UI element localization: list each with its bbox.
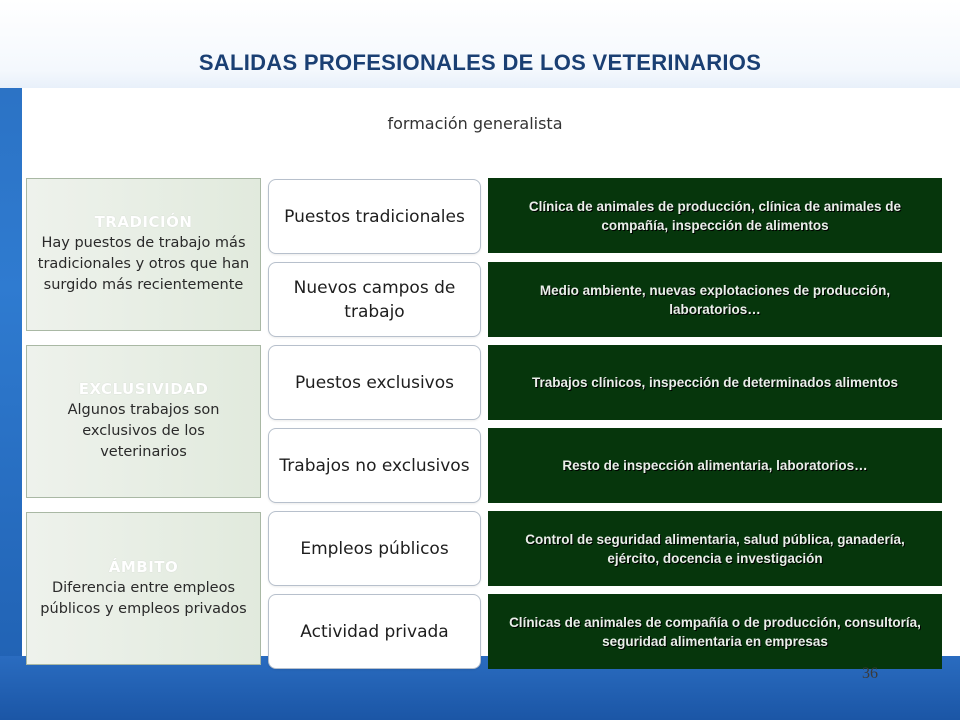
job-detail-nuevos-campos: Medio ambiente, nuevas explotaciones de producción, laboratorios…	[488, 262, 942, 337]
category-text: Algunos trabajos son exclusivos de los veterinarios	[67, 402, 220, 460]
slide-title: SALIDAS PROFESIONALES DE LOS VETERINARIOS	[198, 50, 762, 75]
job-type-puestos-tradicionales: Puestos tradicionales	[268, 179, 481, 254]
job-detail-actividad-privada: Clínicas de animales de compañía o de producción, consultoría, seguridad alimentaria en empresas	[488, 594, 942, 669]
category-text: Hay puestos de trabajo más tradicionales y otros que han surgido más recientemente	[37, 235, 250, 293]
category-title: TRADICIÓN	[94, 213, 193, 231]
job-detail-puestos-tradicionales: Clínica de animales de producción, clínica de animales de compañía, inspección de alimentos	[488, 178, 942, 253]
category-text: Diferencia entre empleos públicos y empleos privados	[40, 579, 247, 617]
job-detail-trabajos-no-exclusivos: Resto de inspección alimentaria, laboratorios…	[488, 428, 942, 503]
job-type-trabajos-no-exclusivos: Trabajos no exclusivos	[268, 428, 481, 503]
category-title: EXCLUSIVIDAD	[78, 380, 209, 398]
job-type-nuevos-campos: Nuevos campos de trabajo	[268, 262, 481, 337]
slide-subtitle: formación generalista	[387, 114, 563, 133]
category-box-ambito	[26, 512, 261, 665]
category-box-exclusividad	[26, 345, 261, 498]
job-type-actividad-privada: Actividad privada	[268, 594, 481, 669]
job-type-puestos-exclusivos: Puestos exclusivos	[268, 345, 481, 420]
job-detail-empleos-publicos: Control de seguridad alimentaria, salud pública, ganadería, ejército, docencia e investigación	[488, 511, 942, 586]
category-box-tradicion	[26, 178, 261, 331]
job-detail-puestos-exclusivos: Trabajos clínicos, inspección de determinados alimentos	[488, 345, 942, 420]
category-title: ÁMBITO	[108, 557, 179, 576]
job-type-empleos-publicos: Empleos públicos	[268, 511, 481, 586]
page-number: 36	[862, 665, 878, 682]
